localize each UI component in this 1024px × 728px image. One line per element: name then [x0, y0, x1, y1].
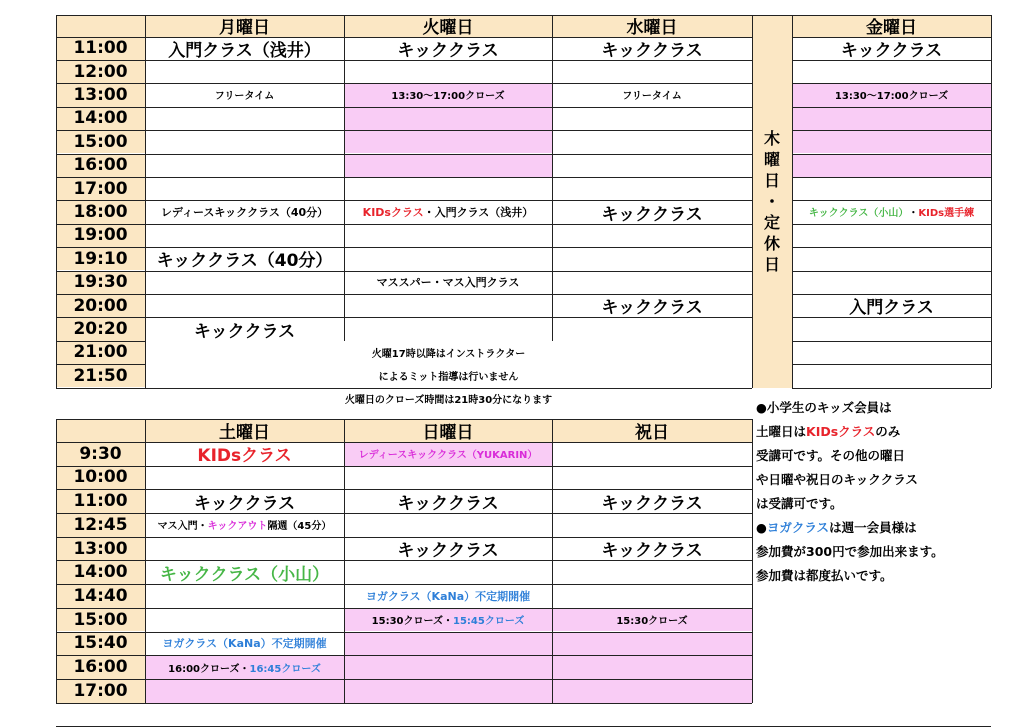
- time-cell: 17:00: [56, 177, 145, 200]
- class-cell: キッククラス: [601, 204, 703, 224]
- day-header: 日曜日: [344, 419, 552, 442]
- class-cell: マススパー・マス入門クラス: [376, 276, 520, 290]
- day-header: 土曜日: [145, 419, 344, 442]
- grid-line: [56, 442, 752, 443]
- class-cell: キッククラス: [601, 493, 703, 513]
- grid-line: [145, 419, 146, 703]
- thursday-char: 日: [763, 171, 780, 190]
- time-cell: 20:20: [56, 317, 145, 340]
- closed-cell: [792, 130, 991, 153]
- grid-line: [145, 177, 752, 178]
- grid-line: [56, 154, 145, 155]
- class-cell: キッククラス（40分）: [156, 251, 333, 271]
- time-cell: 14:40: [56, 584, 145, 608]
- class-cell: レディースキッククラス（40分）: [160, 205, 329, 219]
- time-cell: 16:00: [56, 655, 145, 679]
- cell-text-part: 15:45クローズ: [453, 616, 525, 628]
- class-cell: [145, 513, 344, 537]
- thursday-char: 曜: [763, 150, 780, 169]
- cell-text-part: 15:30クローズ・: [371, 616, 453, 628]
- thursday-closed-label: [752, 128, 792, 275]
- class-cell: 13:30～17:00クローズ: [834, 91, 949, 103]
- grid-line: [792, 15, 793, 388]
- grid-line: [56, 419, 57, 703]
- note-text: 参加費が300円で参加出来ます。: [756, 544, 944, 559]
- time-cell: 13:00: [56, 83, 145, 106]
- grid-line: [792, 294, 991, 295]
- class-cell: キッククラス: [397, 493, 499, 513]
- note-line: [756, 444, 1018, 468]
- time-cell: 15:00: [56, 130, 145, 153]
- grid-line: [56, 703, 752, 704]
- grid-line: [145, 271, 752, 272]
- day-header: 火曜日: [344, 15, 552, 37]
- time-cell: 10:00: [56, 466, 145, 490]
- grid-line: [56, 83, 145, 84]
- closed-cell: [344, 632, 552, 656]
- class-cell: キッククラス: [193, 321, 296, 341]
- class-cell: 入門クラス（浅井）: [168, 40, 321, 60]
- grid-line: [552, 419, 553, 703]
- grid-line: [56, 60, 145, 61]
- day-header: 水曜日: [552, 15, 752, 37]
- notes-panel: [756, 396, 1018, 588]
- grid-line: [56, 489, 752, 490]
- closed-cell: [792, 154, 991, 177]
- class-cell: フリータイム: [622, 91, 682, 103]
- class-cell: フリータイム: [214, 91, 275, 103]
- grid-line: [145, 247, 752, 248]
- grid-line: [56, 537, 752, 538]
- closed-cell: [552, 632, 752, 656]
- time-cell: 14:00: [56, 107, 145, 130]
- class-cell: キッククラス: [193, 493, 296, 513]
- note-text: や日曜や祝日のキッククラス: [756, 472, 918, 487]
- note-text: 参加費は都度払いです。: [756, 568, 893, 583]
- grid-line: [792, 271, 991, 272]
- grid-line: [792, 177, 991, 178]
- time-cell: 19:30: [56, 271, 145, 294]
- grid-line: [145, 154, 752, 155]
- grid-line: [56, 15, 57, 388]
- closed-cell: [344, 154, 552, 177]
- closed-cell: [552, 679, 752, 703]
- cell-text-part: マス入門・: [157, 521, 208, 533]
- grid-line: [792, 388, 991, 389]
- grid-line: [145, 83, 752, 84]
- closed-cell: [344, 655, 552, 679]
- class-cell: [344, 608, 552, 632]
- corner-cell: [56, 419, 145, 442]
- closed-cell: [145, 679, 344, 703]
- class-cell: キッククラス: [397, 40, 499, 60]
- class-cell: キッククラス: [601, 298, 703, 318]
- class-cell: 入門クラス: [849, 298, 934, 318]
- time-cell: 15:40: [56, 632, 145, 656]
- grid-line: [56, 294, 145, 295]
- cell-text-part: ・入門クラス（浅井）: [423, 205, 534, 219]
- closed-cell: [344, 679, 552, 703]
- grid-line: [56, 608, 752, 609]
- grid-line: [792, 224, 991, 225]
- time-cell: 11:00: [56, 489, 145, 513]
- thursday-char: 休: [763, 234, 780, 253]
- grid-line: [145, 200, 752, 201]
- note-line: [756, 564, 1018, 588]
- grid-line: [56, 584, 752, 585]
- class-cell: [792, 200, 991, 223]
- grid-line: [552, 15, 553, 341]
- grid-line: [145, 130, 752, 131]
- grid-line: [792, 154, 991, 155]
- class-cell: KIDsクラス: [197, 446, 292, 466]
- grid-line: [792, 341, 991, 342]
- note-text: ヨガクラス: [766, 520, 830, 535]
- cell-text-part: ・: [908, 208, 919, 220]
- grid-line: [344, 419, 345, 703]
- grid-line: [56, 632, 752, 633]
- time-cell: 20:00: [56, 294, 145, 317]
- thursday-header: [752, 15, 792, 37]
- grid-line: [991, 15, 992, 388]
- class-cell: [145, 655, 344, 679]
- class-cell: ヨガクラス（KaNa）不定期開催: [365, 589, 531, 603]
- note-line: [756, 540, 1018, 564]
- class-cell: キッククラス: [397, 541, 499, 561]
- closed-cell: [792, 107, 991, 130]
- time-cell: 12:45: [56, 513, 145, 537]
- grid-line: [792, 37, 991, 38]
- grid-line: [56, 341, 145, 342]
- grid-line: [56, 177, 145, 178]
- cell-text-part: 隔週（45分）: [267, 521, 332, 533]
- cell-text-part: KIDsクラス: [362, 205, 424, 219]
- grid-line: [145, 224, 752, 225]
- cell-text-part: 16:45クローズ: [249, 663, 321, 675]
- time-cell: 19:00: [56, 224, 145, 247]
- class-cell: キッククラス（小山）: [159, 564, 330, 585]
- time-cell: 9:30: [56, 442, 145, 466]
- note-line: [756, 420, 1018, 444]
- grid-line: [56, 200, 145, 201]
- grid-line: [56, 419, 752, 420]
- time-cell: 19:10: [56, 247, 145, 270]
- class-cell: 13:30～17:00クローズ: [391, 91, 505, 103]
- class-cell: 15:30クローズ: [616, 616, 688, 628]
- class-cell: キッククラス: [601, 541, 703, 561]
- closed-cell: [344, 130, 552, 153]
- grid-line: [145, 107, 752, 108]
- day-header: 月曜日: [145, 15, 344, 37]
- time-cell: 15:00: [56, 608, 145, 632]
- grid-line: [56, 271, 145, 272]
- note-text: のみ: [875, 424, 901, 439]
- grid-line: [792, 130, 991, 131]
- grid-line: [792, 317, 991, 318]
- cell-text-part: 16:00クローズ・: [168, 663, 250, 675]
- grid-line: [56, 513, 752, 514]
- grid-line: [792, 107, 991, 108]
- grid-line: [56, 37, 752, 38]
- grid-line: [792, 83, 991, 84]
- thursday-char: ・: [763, 192, 780, 211]
- class-cell: ヨガクラス（KaNa）不定期開催: [162, 637, 327, 651]
- grid-line: [792, 60, 991, 61]
- closed-cell: [552, 655, 752, 679]
- grid-line: [56, 388, 145, 389]
- grid-line: [145, 294, 752, 295]
- grid-line: [145, 317, 752, 318]
- grid-line: [56, 726, 991, 727]
- time-cell: 13:00: [56, 537, 145, 561]
- grid-line: [56, 15, 991, 16]
- note-text: ●小学生のキッズ会員は: [756, 400, 892, 415]
- cell-text-part: キッククラス（小山）: [808, 208, 909, 220]
- note-text: は受講可です。: [756, 496, 843, 511]
- note-line: [756, 468, 1018, 492]
- grid-line: [56, 364, 145, 365]
- time-cell: 16:00: [56, 154, 145, 177]
- grid-line: [344, 15, 345, 341]
- grid-line: [145, 388, 752, 389]
- grid-line: [56, 130, 145, 131]
- grid-line: [792, 364, 991, 365]
- grid-line: [792, 200, 991, 201]
- note-text: ●: [756, 520, 767, 535]
- grid-line: [56, 317, 145, 318]
- note-line: [756, 396, 1018, 420]
- class-cell: キッククラス: [840, 40, 943, 60]
- class-cell: キッククラス: [601, 40, 703, 60]
- time-cell: 18:00: [56, 200, 145, 223]
- grid-line: [56, 224, 145, 225]
- time-cell: 12:00: [56, 60, 145, 83]
- thursday-char: 定: [763, 213, 780, 232]
- time-cell: 17:00: [56, 679, 145, 703]
- grid-line: [56, 679, 752, 680]
- class-cell: [344, 200, 552, 223]
- grid-line: [56, 560, 752, 561]
- time-cell: 21:00: [56, 341, 145, 364]
- day-header: 金曜日: [792, 15, 991, 37]
- grid-line: [752, 419, 753, 703]
- grid-line: [56, 655, 752, 656]
- closed-cell: [344, 107, 552, 130]
- grid-line: [145, 15, 146, 388]
- time-cell: 14:00: [56, 560, 145, 584]
- note-cell: によるミット指導は行いません: [378, 372, 519, 384]
- note-line: [756, 492, 1018, 516]
- thursday-char: 木: [763, 129, 780, 148]
- note-text: KIDsクラス: [806, 424, 876, 439]
- closing-note: 火曜日のクローズ時間は21時30分になります: [344, 394, 553, 406]
- cell-text-part: KIDs選手練: [918, 208, 975, 220]
- time-cell: 11:00: [56, 37, 145, 60]
- grid-line: [56, 466, 752, 467]
- grid-line: [56, 247, 145, 248]
- thursday-char: 日: [763, 255, 780, 274]
- note-text: 受講可です。その他の曜日: [756, 448, 906, 463]
- grid-line: [56, 107, 145, 108]
- cell-text-part: キックアウト: [207, 521, 268, 533]
- grid-line: [145, 60, 752, 61]
- note-line: [756, 516, 1018, 540]
- note-cell: 火曜17時以降はインストラクター: [371, 348, 526, 360]
- day-header: 祝日: [552, 419, 752, 442]
- note-text: は週一会員様は: [829, 520, 917, 535]
- corner-cell: [56, 15, 145, 37]
- class-cell: レディースキッククラス（YUKARIN）: [358, 450, 538, 462]
- grid-line: [792, 247, 991, 248]
- time-cell: 21:50: [56, 364, 145, 387]
- note-text: 土曜日は: [756, 424, 807, 439]
